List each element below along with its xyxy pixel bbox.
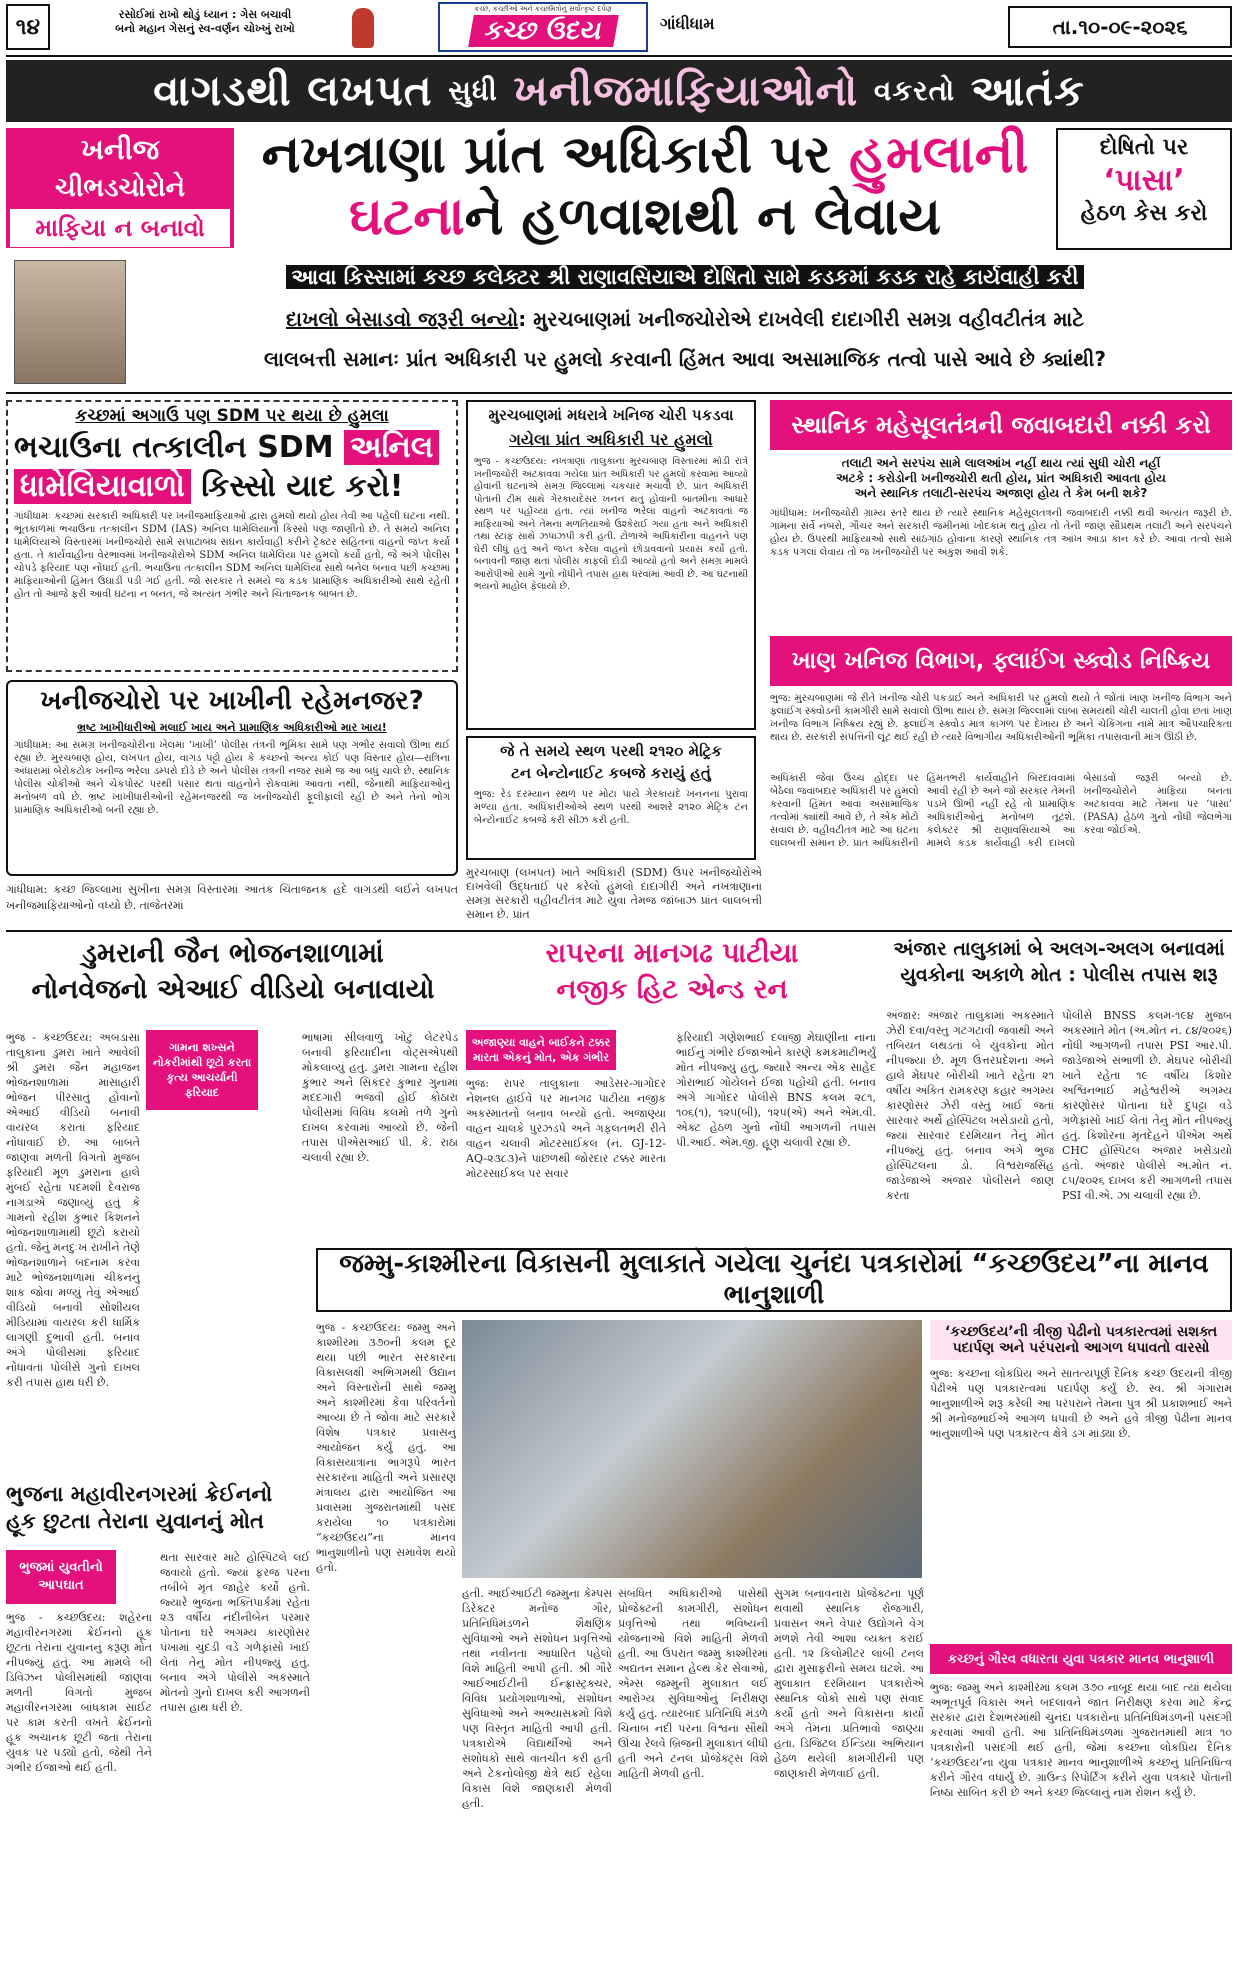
story-night-head: ગયેલા પ્રાંત અધિકારી પર હુમલો [509, 430, 713, 449]
story-crane-head1: ભુજના મહાવીરનગરમાં ક્રેઈનનો [6, 1482, 273, 1506]
story-crane-body: ભુજ - કચ્છઉદય: શહેરના મહાવીરનગરમાં ક્રેઈનનો હૂક છૂટતા તેરાના યુવાનનું કરૂણ મોત નીપજ્યું હતું. આ મામલે બી ડિવિઝન પોલીસમાંથી જાણવા મળતી વિગતો મુજબ મહાવીરનગરમાં બાંધકામ સાઈટ પર કામ કરતી વખતે ક્રેઈનનો હૂક અચાનક છૂટી જતાં તેરાના યુવક પર પડ્યો હતો, જેથી તેને ગંભીર ઈજાઓ થઈ હતી. [6, 1611, 152, 1774]
story-sdm-kicker: કચ્છમાં અગાઉ પણ SDM પર થયા છે હુમલા [75, 406, 389, 426]
story-jain-body: ભુજ - કચ્છઉદય: અબડાસા તાલુકાના ડુમરા ખાતે આવેલી શ્રી ડુમરા જૈન મહાજન ભોજનશાળામાં માંસાહારી ભોજન પીરસાતું હોવાનો એઆઈ વીડિયો બનાવી વાયરલ કરાતાં ફરિયાદ નોંધાવાઈ છે. આ બાબતે જાણવા મળતી વિગતો મુજબ ફરિયાદી મૂળ ડુમરાના હાલે મુંબઈ રહેતા પદમશી દેવરાજ નાગડાએ જણાવ્યું હતું કે ગામનો રહીશ કુંભાર કિશનને ભોજનશાળામાંથી છૂટો કરાયો હતો. જેનું મનદુઃખ રાખીને તેણે ભોજનશાળાને બદનામ કરવા માટે ભોજનશાળામાં ચીકનનું શાક જોવા મળ્યું તેવું એઆઈ વીડિયો બનાવી સોશીયલ મીડિયામાં વાયરલ કરી ધાર્મિક લાગણી દુભાવી હતી. બનાવ અંગે પોલીસમાં ફરિયાદ નોંધાવતાં પોલીસે ગુનો દાખલ કરી તપાસ હાથ ધરી છે. [6, 1031, 140, 1389]
masthead-logo [438, 2, 648, 52]
banner-part2: સુધી [448, 74, 498, 107]
edition-date: તા.૧૦-૦૯-૨૦૨૬ [1008, 6, 1232, 48]
story-dept-head: ખાણ ખનિજ વિભાગ, ફ્લાઈંગ સ્ક્વોડ નિષ્ક્રિય [770, 636, 1232, 686]
left-callout-line3: માફિયા ન બનાવો [10, 209, 230, 247]
story-jk-body3: સંબંધિત અધિકારીઓ પાસેથી પ્રોજેક્ટની કામગીરી, સંશોધન પ્રવૃત્તિઓ તથા ભવિષ્યની યોજનાઓ વિશે માહિતી મેળવી હતી. આ ઉપરાંત જમ્મુ કાશ્મીરમાં અદ્યતન સમાન હેલ્થ કેર સેવાઓ, એમ્સ જમ્મુની મુલાકાત લઈ આરોગ્ય સુવિધાઓનું નિરીક્ષણ કર્યું હતું. ત્યારબાદ પ્રતિનિધિ મંડળે ચિનાબ નદી પરના વિશ્વના સૌથી ઊંચા રેલવે બ્રિજની મુલાકાત લીધી હતી અને ટનલ પ્રોજેક્ટ્સ વિશે માહિતી મેળવી હતી. [618, 1587, 768, 1780]
banner-part3: ખનીજમાફિયાઓનો [513, 66, 859, 115]
edition-city: ગાંધીધામ [660, 14, 715, 33]
story-local [770, 400, 1232, 632]
banner-part5: આતંક [970, 66, 1085, 115]
story-jk-body: ભુજ - કચ્છઉદય: જમ્મુ અને કાશ્મીરમાં ૩૭૦ની કલમ દૂર થયા પછી ભારત સરકારના વિકાસલક્ષી અભિગમથી ઉદ્યાન અને વિસ્તારોની સાથે જમ્મુ અને કાશ્મીરમાં કેવા પરિવર્તનો આવ્યા છે તે જોવા માટે સરકારે વિશેષ પત્રકાર પ્રવાસનું આયોજન કર્યું હતું. આ વિકાસયાત્રાના ભાગરૂપે ભારત સરકારના માહિતી અને પ્રસારણ મંત્રાલય દ્વારા આયોજિત આ પ્રવાસમાં ગુજરાતમાંથી પસંદ કરાયેલા ૧૦ પત્રકારોમાં “કચ્છઉદય”ના માનવ ભાનુશાળીનો પણ સમાવેશ થયો હતો. [316, 1321, 456, 1574]
right-callout-box [1056, 128, 1232, 250]
story-anjar [886, 938, 1232, 1238]
left-callout-line2: ચીભડચોરોને [55, 173, 185, 203]
main-headline-1a: નખત્રાણા પ્રાંત અધિકારી પર [261, 125, 831, 185]
story-crane-box: ભુજમાં યુવતીનો આપઘાત [6, 1550, 116, 1604]
sub-headline-1: આવા કિસ્સામાં કચ્છ કલેક્ટર શ્રી રાણાવસિયાએ દોષિતો સામે કડકમાં કડક રાહે કાર્યવાહી કરી [140, 262, 1230, 292]
story-mercy-head: ખનીજચોરો પર ખાખીની રહેમનજર? [40, 686, 424, 716]
story-jk-body2: હતી. આઈઆઈટી જમ્મુના કેમ્પસ ડિરેક્ટર મનોજ ગૌર, પ્રતિનિધિમંડળને શૈક્ષણિક સુવિધાઓ અને સંશોધન પ્રવૃત્તિઓ તથા નવીનતા આધારિત પહેલો વિશે માહિતી આપી હતી. શ્રી ગૌરે આઈઆઈટીની ઈન્ફ્રાસ્ટ્રક્ચર, વિવિધ પ્રયોગશાળાઓ, સંશોધન સુવિધાઓ અને અભ્યાસક્રમો વિશે પણ વિસ્તૃત માહિતી આપી હતી. પત્રકારોએ વિદ્યાર્થીઓ અને સંશોધકો સાથે વાતચીત કરી હતી અને ટેકનોલોજી ક્ષેત્રે થઈ રહેલા વિકાસ વિશે જાણકારી મેળવી હતી. [462, 1587, 612, 1810]
left-callout-box [6, 128, 234, 248]
right-callout-line1: દોષિતો પર [1099, 135, 1189, 160]
story-local-sub3: અને સ્થાનિક તલાટી-સરપંચ અજાણ હોય તે કેમ બની શકે? [854, 486, 1148, 500]
story-jain-body2: ભાષામાં સીલવાળું ખોટું લેટરપેડ બનાવી ફરિયાદીના વોટ્સએપથી મોકલાવ્યું હતું. ડુમરા ગામના રહીશ કુંભાર અને સિકંદર કુંભાર ગુનામાં મદદગારી ભજવી હોઈ કોઠારા પોલીસમાં વિવિધ કલમો તળે ગુનો દાખલ કરવામાં આવ્યો છે. જેની તપાસ પીએસઆઈ પી. કે. રાઠા ચલાવી રહ્યા છે. [302, 1031, 458, 1164]
page-number: ૧૪ [6, 4, 50, 50]
story-mercy-kicker: ભ્રષ્ટ ખાખીધારીઓ મલાઈ ખાય અને પ્રામાણિક અધિકારીઓ માર ખાય! [77, 721, 387, 734]
logo-text: કચ્છ ઉદય [468, 15, 619, 47]
story-local-head: સ્થાનિક મહેસૂલતંત્રની જવાબદારી નક્કી કરો [770, 400, 1232, 450]
story-jain-head2: નોનવેજનો એઆઈ વીડિયો બનાવાયો [31, 974, 435, 1005]
story-dept [770, 636, 1232, 926]
story-rapar-head1: રાપરના માનગઢ પાટીયા [545, 938, 799, 969]
sub-headline-2: દાખલો બેસાડવો જરૂરી બન્યો: મુરચબાણમાં ખનીજચોરોએ દાખવેલી દાદાગીરી સમગ્ર વહીવટીતંત્ર માટે [286, 307, 1084, 331]
story-dept-body: ભુજ: મુરચબાણમાં જે રીતે ખનીજ ચોરી પકડાઈ અને અધિકારી પર હુમલો થયો તે જોતાં ખાણ ખનીજ વિભાગ અને ફ્લાઈંગ સ્ક્વોડની કામગીરી સામે સવાલો ઊભા થાય છે. સમગ્ર જિલ્લામાં લાંબા સમયથી ચોરી ચાલતી હોવા છતાં ખાણ ખનીજ વિભાગ નિષ્ક્રિય રહ્યું છે. ફ્લાઈંગ સ્ક્વોડ માત્ર કાગળ પર દેખાય છે અને ચેકિંગના નામે માત્ર ઔપચારિકતા થાય છે. સરકારી સંપત્તિની લૂંટ થઈ રહી છે ત્યારે વિભાગીય અધિકારીઓની ભૂમિકા તપાસવાની માંગ ઊઠી છે. [770, 693, 1232, 743]
story-jain-box: ગામના શખ્સને નોકરીમાંથી છૂટો કરતા કૃત્ય આચર્યાની ફરિયાદ [146, 1030, 258, 1110]
story-seized [466, 736, 756, 860]
story-local-sub1: તલાટી અને સરપંચ સામે લાલઆંખ નહીં થાય ત્યાં સુધી ચોરી નહીં [841, 456, 1161, 470]
main-headline-1b: હુમલાની [848, 125, 1029, 185]
story-rapar [466, 938, 878, 1238]
story-night-body: ભુજ - કચ્છઉદય: નખત્રાણા તાલુકાના મુરચબાણ વિસ્તારમાં મોડી રાત્રે ખનીજચોરી અટકાવવા ગયેલા પ્રાંત અધિકારી પર હુમલો કરવામાં આવ્યો હોવાની ઘટનાએ સમગ્ર જિલ્લામાં ચકચાર મચાવી છે. પ્રાંત અધિકારી પોતાની ટીમ સાથે ગેરકાયદેસર ખનન થતું હોવાની બાતમીના આધારે સ્થળ પર પહોંચ્યા હતા. ત્યાં ખનીજ ભરેલા વાહનો અટકાવતાં જ માફિયાઓ અને તેમના મળતિયાઓ ઉશ્કેરાઈ ગયા હતા અને અધિકારી તથા સ્ટાફ સાથે ઝપાઝપી કરી હતી. ટોળાએ અધિકારીના વાહનને પણ ઘેરી લીધું હતું અને જપ્ત કરેલા વાહનો છોડાવવાનો પ્રયાસ કર્યો હતો. બનાવની જાણ થતાં પોલીસ કાફલો દોડી આવ્યો હતો અને સમગ્ર મામલે આરોપીઓ સામે ગુનો નોંધીને તપાસ હાથ ધરવામાં આવી છે. આ ઘટનાથી ભયનો માહોલ ફેલાયો છે. [474, 456, 748, 592]
story-rapar-box: અજાણ્યા વાહને બાઈકને ટક્કર મારતા એકનું મોત, એક ગંભીર [466, 1030, 616, 1070]
banner-part1: વાગડથી લખપત [153, 66, 433, 115]
story-jk-head: જમ્મુ-કાશ્મીરના વિકાસની મુલાકાતે ગયેલા ચુનંદા પત્રકારોમાં “કચ્છઉદય”ના માનવ ભાનુશાળી [316, 1248, 1232, 1312]
story-seized-line2: ટન બેન્ટોનાઈટ કબજે કરાયું હતું [511, 764, 711, 782]
story-night [466, 400, 756, 730]
collector-photo [14, 260, 126, 384]
banner-headline [6, 60, 1232, 122]
right-callout-line2: ‘પાસા’ [1103, 163, 1185, 198]
logo-tagline: કચ્છ, કચ્છીઓ અને કચ્છમિત્રોનું સર્વોત્કૃષ્ટ દર્પણ [474, 5, 612, 13]
main-headline-2b: ને હળવાશથી ન લેવાય [464, 187, 942, 247]
story-mercy [6, 680, 458, 876]
story-proud-subhead: કચ્છનું ગૌરવ વધારતા યુવા પત્રકાર માનવ ભાનુશાળી [930, 1644, 1232, 1674]
story-dept-body2: અધિકારી જેવા ઉચ્ચ હોદ્દા પર બેઠેલા જવાબદાર અધિકારી પર હુમલો કરવાની હિંમત આવા અસામાજિક તત્વોમાં ક્યાંથી આવે છે, તે એક મોટો સવાલ છે. વહીવટીતંત્ર માટે આ ઘટના લાલબત્તી સમાન છે. પ્રાંત અધિકારીની હિંમતભરી કાર્યવાહીને બિરદાવવામાં આવી રહી છે અને જો સરકાર તેમની પડખે ઊભી નહીં રહે તો પ્રામાણિક અધિકારીઓનું મનોબળ તૂટશે. કલેક્ટર શ્રી રાણાવસિયાએ આ મામલે કડક કાર્યવાહી કરી દાખલો બેસાડવો જરૂરી બન્યો છે. ખનીજચોરોને માફિયા બનતા અટકાવવા માટે તેમના પર ‘પાસા’ (PASA) હેઠળ ગુનો નોંધી જેલભેગા કરવા જોઈએ. [770, 773, 1232, 849]
story-footer-left: ગાંધીધામ: કચ્છ જિલ્લામાં સુખીના સમગ્ર વિસ્તારમાં આતંક ચિંતાજનક હદે વાગડથી લઈને લખપત ખનીજમાફિયાઓનો વધ્યો છે. તાજેતરમાં [6, 883, 458, 912]
story-jain-body-b [146, 1118, 294, 1438]
story-rapar-head2: નજીક હિટ એન્ડ રન [556, 974, 788, 1005]
right-callout-line3: હેઠળ કેસ કરો [1080, 201, 1208, 226]
story-footer-mid: મુરચબાણ (લખપત) ખાતે અધિકારી (SDM) ઉપર ખનીજચોરોએ દાખવેલી ઉદ્ધતાઈ પર કરેલો હુમલો દાદાગીરી અને નખત્રાણાના સમગ્ર સરકારી વહીવટીતંત્ર માટે યુવા તેમજ જાંબાઝ પ્રાંત લાલબત્તી સમાન છે. પ્રાંત [466, 866, 762, 921]
story-mercy-body: ગાંધીધામ: આ સમગ્ર ખનીજચોરીના ખેલમાં ‘ખાખી’ પોલીસ તંત્રની ભૂમિકા સામે પણ ગંભીર સવાલો ઊભા થઈ રહ્યા છે. મુરચબાણ હોય, લખપત હોય, વાગડ પટ્ટો હોય કે કચ્છનો અન્ય કોઈ પણ વિસ્તાર હોય—રાત્રિના અંધારામાં બેરોકટોક ખનીજ ભરેલા ડમ્પરો દોડે છે અને પોલીસ તંત્રની નજર સામે જ આ બધું ચાલે છે. સ્થાનિક પોલીસ ચોકીઓ અને ચેકપોસ્ટ પરથી પસાર થતાં વાહનોને રોકવામાં આવતાં નથી, જેનાથી માફિયાઓનું મનોબળ વધે છે. ભ્રષ્ટ ખાખીધારીઓની રહેમનજરથી જ ખનીજચોરી ફૂલીફાલી રહી છે અને તેનો ભોગ પ્રામાણિક અધિકારીઓ બની રહ્યા છે. [14, 740, 450, 816]
sub-headline-3: લાલબત્તી સમાનઃ પ્રાંત અધિકારી પર હુમલો કરવાની હિંમત આવા અસામાજિક તત્વો પાસે આવે છે ક્યાંથી? [264, 347, 1106, 371]
story-seized-body: ભુજ: રેડ દરમ્યાન સ્થળ પર મોટા પાયે ગેરકાયદે ખનનના પુરાવા મળ્યા હતા. અધિકારીઓએ સ્થળ પરથી આશરે ૨૧૨૦ મેટ્રિક ટન બેન્ટોનાઈટ કબજે કરી સીઝ કરી હતી. [474, 789, 748, 826]
story-sdm-body: ગાંધીધામઃ કચ્છમાં સરકારી અધિકારી પર ખનીજમાફિયાઓ દ્વારા હુમલો થયો હોય તેવી આ પહેલી ઘટના નથી. ભૂતકાળમાં ભચાઉના તત્કાલીન SDM (IAS) અનિલ ધામેલિયાનો કિસ્સો પણ જાણીતો છે. તે સમયે અનિલ ધામેલિયાએ વિસ્તારમાં ખનીજચોરો સામે સપાટાબંધ સઘન કાર્યવાહી કરીને ટ્રેક્ટર સહિતનાં વાહનો જપ્ત કર્યા હતા. તે કાર્યવાહીના વેરભાવમાં ખનીજચોરોએ SDM અનિલ ધામેલિયા પર હુમલો કર્યો હતો, જે અંગે પોલીસ ચોપડે ફરિયાદ પણ નોંધાઈ હતી. ભચાઉના તત્કાલીન SDM અનિલ ધામેલિયા સાથે બનેલ બનાવ પછી કચ્છમાં માફિયાઓની હિંમત ઉઘાડી પડી ગઈ હતી. જો સરકાર તે સમયે જ કડક પ્રામાણિક અધિકારીઓ સાથે રહેતી હોત તો આજે ફરી આવી ઘટના ન બનત, જે અત્યંત ગંભીર અને ચિંતાજનક બાબત છે. [14, 511, 450, 600]
story-anjar-body: અંજાર: અંજાર તાલુકામાં અકસ્માતે ઝેરી દવા/વસ્તુ ગટગટાવી જવાથી અને તબિયત લથડતાં બે યુવકોના મોત નીપજ્યા છે. મૂળ ઉત્તરપ્રદેશના અને હાલે મેઘપર બોરીચી ખાતે રહેતા ૨૧ વર્ષીય અંકિત રામકરણ કહાર અગમ્ય કારણોસર ઝેરી વસ્તુ ખાઈ જતાં સારવાર અર્થે હોસ્પિટલ ખસેડાયો હતો, જ્યાં સારવાર દરમિયાન તેનું મોત નીપજ્યું હતું. બનાવ અંગે ભુજ હોસ્પિટલના ડો. વિશ્વરાજસિંહ જાડેજાએ અંજાર પોલીસને જાણ કરતા [886, 1009, 1054, 1202]
story-proud-body: ભુજ: કચ્છના લોકપ્રિય અને સાતત્યપૂર્ણ દૈનિક કચ્છ ઉદયની ત્રીજી પેઢીએ પણ પત્રકારત્વમાં પદાર્પણ કર્યું છે. સ્વ. શ્રી ગંગારામ ભાનુશાળીએ શરૂ કરેલી આ પરંપરાને તેમના પુત્ર શ્રી પ્રકાશભાઈ અને શ્રી મનોજભાઈએ આગળ ધપાવી છે અને હવે ત્રીજી પેઢીના માનવ ભાનુશાળીએ પણ પત્રકારત્વ ક્ષેત્રે ડગ માંડ્યા છે. [930, 1367, 1232, 1440]
story-anjar-head2: યુવકોના અકાળે મોત : પોલીસ તપાસ શરૂ [900, 964, 1218, 986]
story-jain-head1: ડુમરાની જૈન ભોજનશાળામાં [82, 938, 384, 969]
story-sdm [6, 400, 458, 672]
story-sdm-head2: ધામેલિયાવાળો કિસ્સો યાદ કરો! [14, 469, 450, 504]
header-ad [60, 6, 350, 48]
main-headline [240, 124, 1050, 254]
story-rapar-body2: ફરિયાદી ગણેશભાઈ દલાજી મેઘાણીના નાના ભાઈનું ગંભીર ઈજાઓને કારણે કમકમાટીભર્યું મોત નીપજ્યું હતું, જ્યારે અન્ય એક સાહેદ ગોરાભાઈ ગોયેલને ઈજા પહોંચી હતી. બનાવ અંગે ગાગોદર પોલીસે BNS કલમ ૨૮૧, ૧૦૬(૧), ૧૨૫(બી), ૧૨૫(એ) અને એમ.વી. એક્ટ હેઠળ ગુનો નોંધી આગળની તપાસ પી.આઈ. એમ.જી. હૂણ ચલાવી રહ્યા છે. [676, 1031, 876, 1149]
story-proud-body2: ભુજ: જમ્મુ અને કાશ્મીરમાં કલમ ૩૭૦ નાબૂદ થયા બાદ ત્યાં થયેલા અભૂતપૂર્વ વિકાસ અને બદલાવને જાત નિરીક્ષણ કરવા માટે કેન્દ્ર સરકાર દ્વારા દેશભરમાંથી ચુનંદા પત્રકારોના પ્રતિનિધિમંડળની પસંદગી કરવામાં આવી હતી. આ પ્રતિનિધિમંડળમાં ગુજરાતમાંથી માત્ર ૧૦ પત્રકારોની પસંદગી થઈ હતી, જેમાં કચ્છના લોકપ્રિય દૈનિક ‘કચ્છઉદય’ના યુવા પત્રકાર માનવ ભાનુશાળીએ કચ્છનું પ્રતિનિધિત્વ કરીને ગૌરવ વધાર્યું છે. ગ્રાઉન્ડ રિપોર્ટિંગ કરીને યુવા પત્રકારે પોતાની નિષ્ઠા સાબિત કરી છે અને કચ્છ જિલ્લાનું નામ રોશન કર્યું છે. [930, 1681, 1232, 1799]
story-rapar-body: ભુજ: રાપર તાલુકાના આડેસર-ગાગોદર નેશનલ હાઈવે પર માનગઢ પાટીયા નજીક અકસ્માતનો બનાવ બન્યો હતો. અજાણ્યા વાહન ચાલકે પુરઝડપે અને ગફલતભરી રીતે વાહન ચલાવી મોટરસાઈકલ (નં. GJ-12-AQ-૨૩૮૩)ને પાછળથી જોરદાર ટક્કર મારતા મોટરસાઈકલ પર સવાર [466, 1077, 666, 1180]
header-ad-line1: રસોઈમાં રાખો થોડું ધ્યાન : ગેસ બચાવી [118, 8, 292, 21]
header-ad-line2: બનો મહાન ગેસનું સ્વ-વર્ણન ચોખ્ખું રાખો [115, 22, 295, 35]
story-anjar-head1: અંજાર તાલુકામાં બે અલગ-અલગ બનાવમાં [893, 938, 1225, 960]
story-sdm-head1: ભચાઉના તત્કાલીન SDM અનિલ [14, 430, 450, 465]
story-jk-body4: સુગમ બનાવનારા પ્રોજેક્ટના પૂર્ણ થવાથી સ્થાનિક રોજગારી, પ્રવાસન અને વેપાર ઉદ્યોગને વેગ મળશે તેવી આશા વ્યક્ત કરાઈ હતી. ૧૨ કિલોમીટર લાંબી ટનલ દ્વારા મુસાફરીનો સમય ઘટશે. આ મુલાકાત દરમિયાન પત્રકારોએ સ્થાનિક લોકો સાથે પણ સંવાદ કર્યો હતો અને વિકાસના કાર્યો અંગે તેમના પ્રતિભાવો જાણ્યા હતા. ડિજિટલ ઈન્ડિયા અભિયાન હેઠળ થયેલી કામગીરીની પણ જાણકારી મેળવાઈ હતી. [774, 1587, 924, 1780]
story-proud-head: ‘કચ્છઉદય’ની ત્રીજી પેઢીનો પત્રકારત્વમાં સશક્ત પદાર્પણ અને પરંપરાનો આગળ ધપાવતો વારસો [930, 1320, 1232, 1360]
story-proud [930, 1320, 1232, 1960]
story-anjar-body2: પોલીસે BNSS કલમ-૧૯૪ મુજબ અકસ્માતે મોત (અ.મોત નં. ૮૪/૨૦૨૬) નોંધી આગળની તપાસ PSI આર.પી. જાડેજાએ સંભાળી છે. મેઘપર બોરીચી ખાતે રહેતા ૧૯ વર્ષીય કિશોર અશ્વિનભાઈ મહેશ્વરીએ અગમ્ય કારણોસર પોતાના ઘરે દુપટ્ટા વડે ગળેફાંસો ખાઈ લેતાં તેનું મોત નીપજ્યું હતું. કિશોરના મૃતદેહને પીએમ અર્થે CHC હોસ્પિટલ અંજાર ખસેડાયો હતો. અંજાર પોલીસે અ.મોત નં. ૮૫/૨૦૨૬ દાખલ કરી આગળની તપાસ PSI વી.એ. ઝા ચલાવી રહ્યા છે. [1062, 1009, 1232, 1202]
jk-group-photo [462, 1320, 922, 1578]
story-crane-body2: થતા સારવાર માટે હોસ્પિટલે લઈ જવાયો હતો. જ્યાં ફરજ પરના તબીબે મૃત જાહેર કર્યો હતો. જ્યારે ભુજના ભક્તિપાર્કમાં રહેતા ૨૩ વર્ષીય નંદીનીબેન પરમાર પોતાના ઘરે અગમ્ય કારણોસર પંખામાં ચુંદડી વડે ગળેફાંસો ખાઈ લેતાં તેનું મોત નીપજ્યું હતું. બનાવ અંગે પોલીસે અકસ્માતે મોતનો ગુનો દાખલ કરી આગળની તપાસ હાથ ધરી છે. [160, 1551, 310, 1714]
story-crane-head2: હૂક છુટતા તેરાના યુવાનનું મોત [6, 1509, 264, 1533]
story-night-kicker: મુરચબાણમાં મધરાત્રે ખનિજ ચોરી પકડવા [488, 406, 734, 424]
banner-part4: વકરતો [873, 74, 956, 107]
left-callout-line1: ખનીજ [80, 133, 160, 166]
story-seized-line1: જે તે સમયે સ્થળ પરથી ૨૧૨૦ મેટ્રિક [500, 742, 722, 760]
story-local-body: ગાંધીધામ: ખનીજચોરી ગ્રામ્ય સ્તરે થાય છે ત્યારે સ્થાનિક મહેસૂલતંત્રની જવાબદારી નક્કી થવી અત્યંત જરૂરી છે. ગામના સર્વે નંબરો, ગૌચર અને સરકારી જમીનમાં ખોદકામ થતું હોય તો તેની જાણ સૌપ્રથમ તલાટી અને સરપંચને હોય છે. ઉપરથી માફિયાઓ સાથે સાંઠગાંઠ હોવાના કારણે સ્થાનિક તંત્ર આંખ આડા કાન કરે છે. આવા તત્વો સામે કડક પગલાં લેવાય તો જ ખનીજચોરી પર અંકુશ આવી શકે. [770, 508, 1232, 558]
gas-cylinder-icon [352, 8, 374, 48]
main-headline-2a: ઘટના [348, 187, 465, 247]
story-local-sub2: અટકે : કરોડોની ખનીજચોરી થતી હોય, પ્રાંત અધિકારી આવતા હોય [836, 471, 1166, 485]
story-crane [6, 1482, 310, 1960]
